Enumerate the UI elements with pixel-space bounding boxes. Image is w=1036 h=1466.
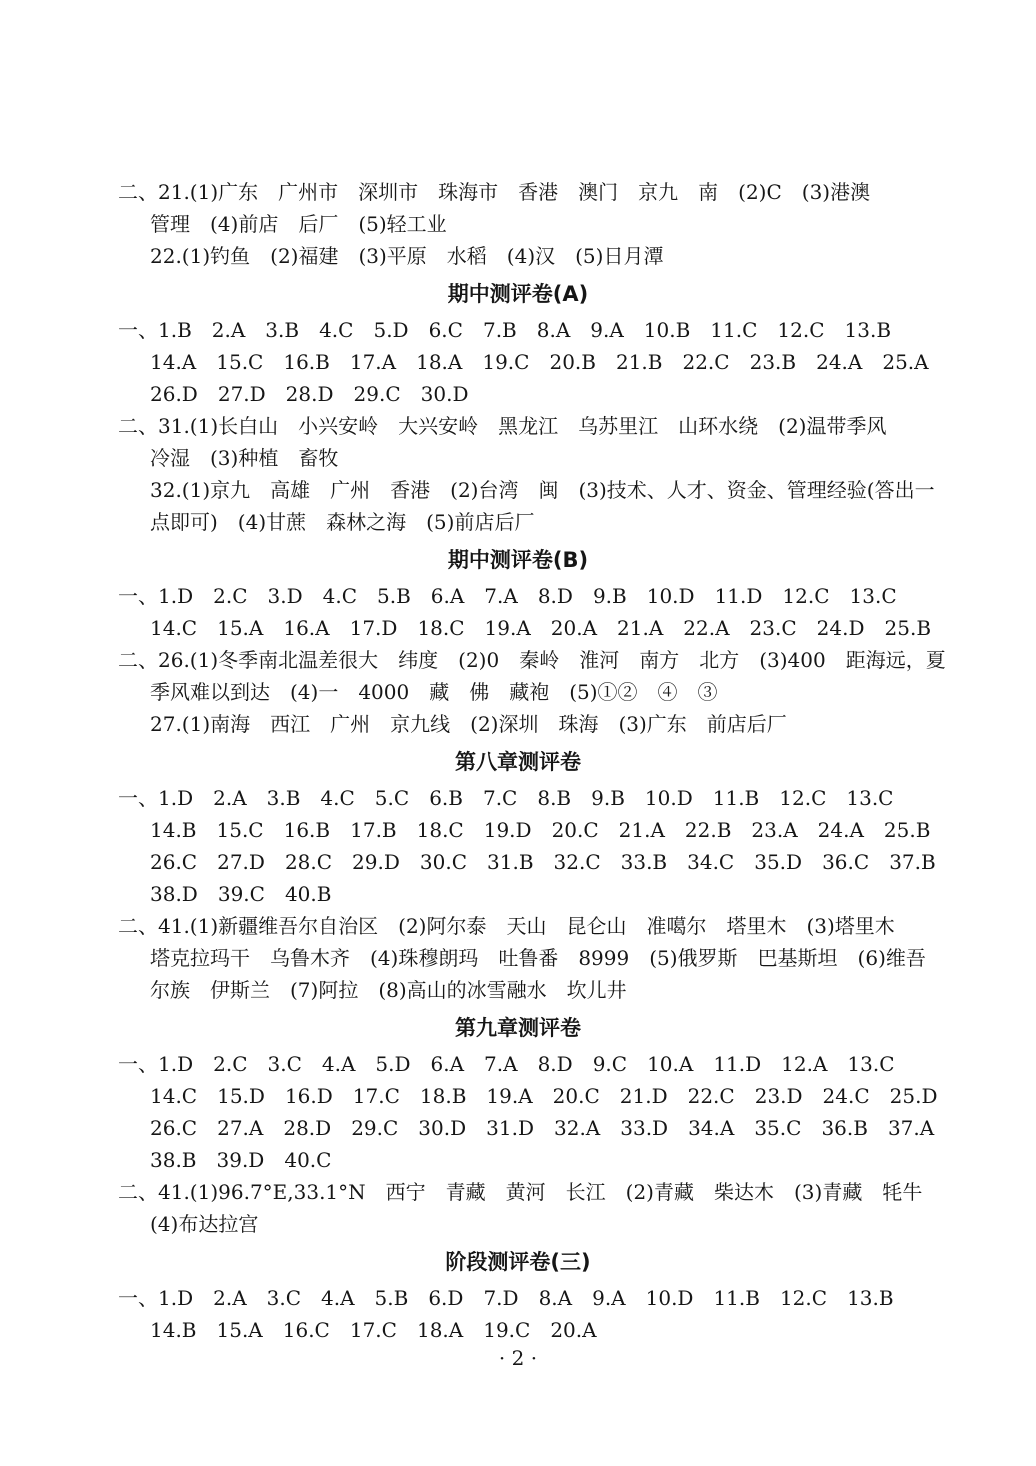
answer-line: 一、1.B 2.A 3.B 4.C 5.D 6.C 7.B 8.A 9.A 10.B 11.C 12.C 13.B: [118, 318, 892, 342]
answer-line: 一、1.D 2.A 3.B 4.C 5.C 6.B 7.C 8.B 9.B 10.D 11.B 12.C 13.C: [118, 786, 894, 810]
answer-line: 二、31.(1)长白山 小兴安岭 大兴安岭 黑龙江 乌苏里江 山环水绕 (2)温带季风: [118, 414, 887, 438]
answer-line: 26.D 27.D 28.D 29.C 30.D: [150, 382, 469, 406]
answer-line: (4)布达拉宫: [150, 1212, 259, 1236]
answer-line: 32.(1)京九 高雄 广州 香港 (2)台湾 闽 (3)技术、人才、资金、管理经验(答出一: [150, 478, 935, 502]
answer-line: 管理 (4)前店 后厂 (5)轻工业: [150, 212, 447, 236]
answer-line: 14.A 15.C 16.B 17.A 18.A 19.C 20.B 21.B 22.C 23.B 24.A 25.A: [150, 350, 929, 374]
answer-line: 14.C 15.A 16.A 17.D 18.C 19.A 20.A 21.A 22.A 23.C 24.D 25.B: [150, 616, 932, 640]
answer-line: 一、1.D 2.C 3.D 4.C 5.B 6.A 7.A 8.D 9.B 10.D 11.D 12.C 13.C: [118, 584, 897, 608]
answer-line: 二、26.(1)冬季南北温差很大 纬度 (2)0 秦岭 淮河 南方 北方 (3)400 距海远，夏: [118, 648, 946, 672]
answer-line: 26.C 27.A 28.D 29.C 30.D 31.D 32.A 33.D 34.A 35.C 36.B 37.A: [150, 1116, 935, 1140]
answer-line: 季风难以到达 (4)一 4000 藏 佛 藏袍 (5)①② ④ ③: [150, 680, 718, 704]
answer-line: 38.D 39.C 40.B: [150, 882, 332, 906]
section-title: 期中测评卷(B): [447, 548, 589, 572]
answer-line: 点即可) (4)甘蔗 森林之海 (5)前店后厂: [150, 510, 535, 534]
answer-line: 二、41.(1)96.7°E,33.1°N 西宁 青藏 黄河 长江 (2)青藏 柴达木 (3)青藏 牦牛: [118, 1180, 923, 1204]
section-title: 第九章测评卷: [455, 1016, 581, 1040]
answer-line: 一、1.D 2.A 3.C 4.A 5.B 6.D 7.D 8.A 9.A 10.D 11.B 12.C 13.B: [118, 1286, 894, 1310]
section-title: 期中测评卷(A): [447, 282, 589, 306]
answer-line: 38.B 39.D 40.C: [150, 1148, 332, 1172]
answer-line: 22.(1)钓鱼 (2)福建 (3)平原 水稻 (4)汉 (5)日月潭: [150, 244, 664, 268]
answer-line: 一、1.D 2.C 3.C 4.A 5.D 6.A 7.A 8.D 9.C 10.A 11.D 12.A 13.C: [118, 1052, 895, 1076]
page-number: · 2 ·: [498, 1346, 538, 1370]
answer-line: 二、41.(1)新疆维吾尔自治区 (2)阿尔泰 天山 昆仑山 准噶尔 塔里木 (3)塔里木: [118, 914, 895, 938]
section-title: 第八章测评卷: [455, 750, 581, 774]
answer-line: 14.B 15.A 16.C 17.C 18.A 19.C 20.A: [150, 1318, 597, 1342]
section-title: 阶段测评卷(三): [445, 1250, 591, 1274]
answer-line: 尔族 伊斯兰 (7)阿拉 (8)高山的冰雪融水 坎儿井: [150, 978, 627, 1002]
answer-line: 26.C 27.D 28.C 29.D 30.C 31.B 32.C 33.B 34.C 35.D 36.C 37.B: [150, 850, 936, 874]
answer-line: 冷湿 (3)种植 畜牧: [150, 446, 339, 470]
answer-line: 14.C 15.D 16.D 17.C 18.B 19.A 20.C 21.D 22.C 23.D 24.C 25.D: [150, 1084, 938, 1108]
answer-line: 二、21.(1)广东 广州市 深圳市 珠海市 香港 澳门 京九 南 (2)C (3)港澳: [118, 180, 871, 204]
answer-line: 27.(1)南海 西江 广州 京九线 (2)深圳 珠海 (3)广东 前店后厂: [150, 712, 787, 736]
answer-line: 塔克拉玛干 乌鲁木齐 (4)珠穆朗玛 吐鲁番 8999 (5)俄罗斯 巴基斯坦 (6)维吾: [150, 946, 926, 970]
answer-line: 14.B 15.C 16.B 17.B 18.C 19.D 20.C 21.A 22.B 23.A 24.A 25.B: [150, 818, 931, 842]
